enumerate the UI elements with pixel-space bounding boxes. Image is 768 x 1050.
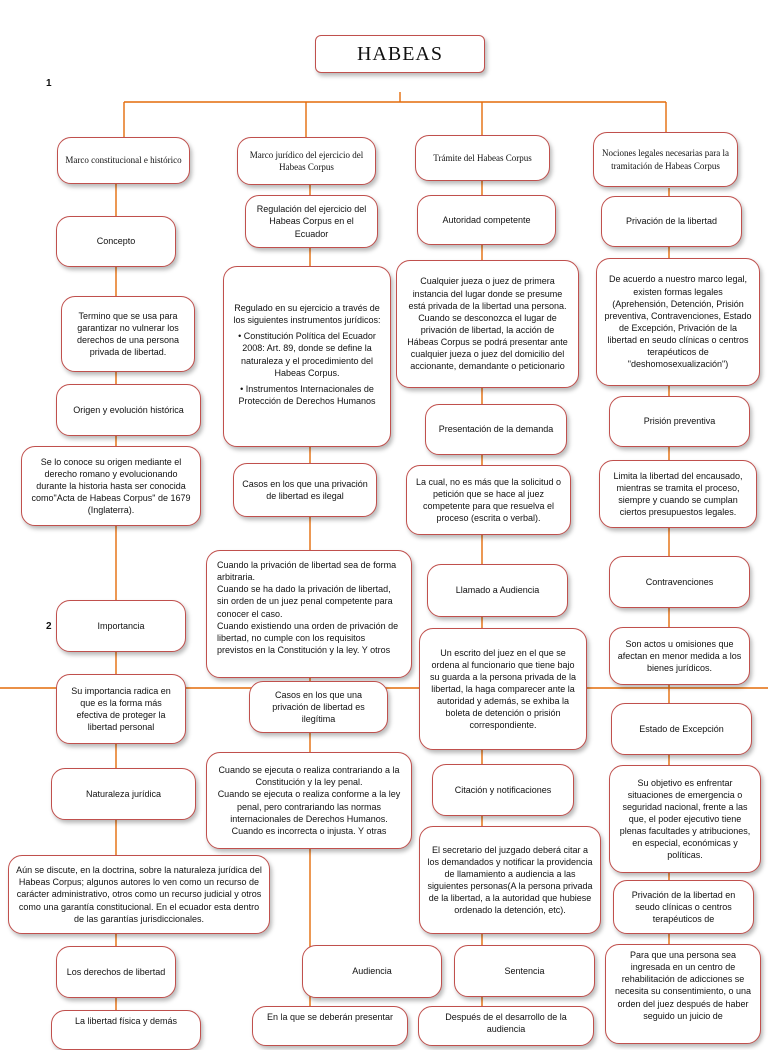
header-marco-juridico xyxy=(237,137,376,185)
node-label: Naturaleza jurídica xyxy=(85,788,162,799)
node-text: Un escrito del juez en el que se ordena al funcionario que tiene bajo su guarda a la persona privada de la libertad, la haga comparecer ante la autoridad y además, se exhiba la boleta de detención o prisión correspondiente. xyxy=(429,647,577,731)
regulado-item-instrumentos: • Instrumentos Internacionales de Protección de Derechos Humanos xyxy=(238,383,376,406)
node-concepto-def xyxy=(61,296,195,372)
node-seudo-def xyxy=(605,944,761,1044)
node-llamado-def xyxy=(419,628,587,750)
node-label: Estado de Excepción xyxy=(639,723,724,734)
node-label: Citación y notificaciones xyxy=(454,784,552,795)
node-text: Son actos u omisiones que afectan en menor medida a los bienes jurídicos. xyxy=(617,638,742,674)
page-title: HABEAS xyxy=(356,42,443,65)
node-text: Cualquier jueza o juez de primera instancia del lugar donde se presume está privada de la libertad una persona. Cuando se desconozca el lugar de privación de libertad, la acción de Hábeas Corpus se podrá presentar ante cualquier jueza o juez del domicilio del accionante, demandante o peticionario xyxy=(407,276,568,372)
header-label: Marco constitucional e histórico xyxy=(65,155,182,166)
node-presentacion xyxy=(425,404,567,455)
node-text: Para que una persona sea ingresada en un centro de rehabilitación de adicciones se necesita su consentimiento, o una orden del juez después de haber seguido un juicio de xyxy=(614,950,752,1021)
node-text: El secretario del juzgado deberá citar a los demandados y notificar la providencia de llamamiento a audiencia a las siguientes personas(A la persona privada de la libertad, a la autoridad que hubiese ordenado la detención, etc). xyxy=(427,844,593,916)
node-text: Su objetivo es enfrentar situaciones de emergencia o seguridad nacional, frente a las que, el poder ejecutivo tiene plenas facultades y atribuciones, en especial, económicas y políticas. xyxy=(619,777,751,861)
node-seudo xyxy=(613,880,754,934)
node-label: Regulación del ejercicio del Habeas Corpus en el Ecuador xyxy=(256,204,367,239)
node-label: Autoridad competente xyxy=(442,214,531,225)
node-text: Privación de la libertad en seudo clínicas o centros terapéuticos de xyxy=(631,889,736,925)
node-label: Sentencia xyxy=(504,965,545,976)
node-text: Termino que se usa para garantizar no vulnerar los derechos de una persona privada de libertad. xyxy=(76,310,180,358)
header-tramite xyxy=(415,135,550,181)
node-text: Cuando se ejecuta o realiza contrariando a la Constitución y la ley penal. Cuando se ejecuta o realiza conforme a la ley penal, pero contrariando las normas internacionales de Derechos Humanos. Cuando es incorrecta o injusta. Y otras xyxy=(217,765,401,836)
node-autoridad-def xyxy=(396,260,579,388)
node-text: En la que se deberán presentar xyxy=(266,1012,394,1022)
regulado-intro: Regulado en su ejercicio a través de los siguientes instrumentos jurídicos: xyxy=(233,302,381,326)
header-label: Nociones legales necesarias para la tramitación de Habeas Corpus xyxy=(602,148,729,171)
node-text: La libertad física y demás xyxy=(74,1016,178,1026)
node-citacion-def xyxy=(419,826,601,934)
node-importancia-def xyxy=(56,674,186,744)
node-presentar xyxy=(252,1006,408,1046)
node-privacion-def xyxy=(596,258,760,386)
node-naturaleza-def xyxy=(8,855,270,934)
node-prision xyxy=(609,396,750,447)
node-text: De acuerdo a nuestro marco legal, existen formas legales (Aprehensión, Detención, Prisión preventiva, Contravenciones, Estado de Excepción, Privación de la libertad en seudo clínicas o centros terapéuticos de "deshomosexualización") xyxy=(604,274,752,370)
node-label: Privación de la libertad xyxy=(625,216,718,227)
node-origen xyxy=(56,384,201,436)
node-excepcion-def xyxy=(609,765,761,873)
node-text: Su importancia radica en que es la forma más efectiva de proteger la libertad personal xyxy=(71,685,171,733)
node-label: Casos en los que una privación de libertad es ilegítima xyxy=(272,689,365,725)
node-label: Presentación de la demanda xyxy=(438,424,554,435)
node-label: Llamado a Audiencia xyxy=(455,585,540,596)
node-label: Prisión preventiva xyxy=(643,416,716,427)
node-libertad-fisica xyxy=(51,1010,201,1050)
node-regulado xyxy=(223,266,391,447)
node-llamado xyxy=(427,564,568,617)
node-label: Los derechos de libertad xyxy=(66,966,166,977)
node-excepcion xyxy=(611,703,752,755)
node-naturaleza xyxy=(51,768,196,820)
header-label: Trámite del Habeas Corpus xyxy=(433,152,532,163)
node-citacion xyxy=(432,764,574,816)
node-contravenciones-def xyxy=(609,627,750,685)
node-regulacion xyxy=(245,195,378,248)
node-text: Cuando la privación de libertad sea de forma arbitraria. Cuando se ha dado la privación de libertad, sin orden de un juez penal competente para conocer el caso. Cuando existiendo una orden de privación de libertad, no cumple con los requisitos previstos en la Constitución y la ley. Y otros xyxy=(217,560,399,655)
node-derechos-libertad xyxy=(56,946,176,998)
node-origen-def xyxy=(21,446,201,526)
node-prision-def xyxy=(599,460,757,528)
header-marco-constitucional xyxy=(57,137,190,184)
node-text: Aún se discute, en la doctrina, sobre la naturaleza jurídica del Habeas Corpus; algunos autores lo ven como un recurso de carácter administrativo, otros como un recurso judicial y otros como una garantía constitucional. En el ecuador esta dentro de las garantías jurisdiccionales. xyxy=(16,865,262,924)
node-label: Audiencia xyxy=(352,966,392,977)
node-concepto xyxy=(56,216,176,267)
header-nociones xyxy=(593,132,738,187)
node-contravenciones xyxy=(609,556,750,608)
node-casos-ilegitima-def xyxy=(206,752,412,849)
page-number-2: 2 xyxy=(46,621,52,632)
node-content xyxy=(231,302,383,411)
node-text: La cual, no es más que la solicitud o petición que se hace al juez competente para que resuelva el proceso (escrita o verbal). xyxy=(415,476,562,524)
node-text: Se lo conoce su origen mediante el derecho romano y evolucionando durante la historia hasta ser conocida como"Acta de Habeas Corpus" de 1679 (Inglaterra). xyxy=(31,456,191,516)
node-casos-ilegitima xyxy=(249,681,388,733)
header-label: Marco jurídico del ejercicio del Habeas Corpus xyxy=(249,149,364,172)
node-sentencia xyxy=(454,945,595,997)
node-presentacion-def xyxy=(406,465,571,535)
node-text: Limita la libertad del encausado, mientras se tramita el proceso, siempre y cuando se cumplan ciertos presupuestos legales. xyxy=(613,470,743,518)
node-autoridad xyxy=(417,195,556,245)
node-label: Concepto xyxy=(96,236,136,247)
node-importancia xyxy=(56,600,186,652)
regulado-item-constitucion: • Constitución Política del Ecuador 2008: Art. 89, donde se define la naturaleza y el procedimiento del Habeas Corpus. xyxy=(238,331,376,378)
node-label: Importancia xyxy=(97,620,145,631)
node-label: Contravenciones xyxy=(645,576,714,587)
node-privacion xyxy=(601,196,742,247)
node-casos-ilegal-def xyxy=(206,550,412,678)
node-casos-ilegal xyxy=(233,463,377,517)
title-box xyxy=(315,35,485,73)
node-label: Origen y evolución histórica xyxy=(73,404,184,415)
node-label: Casos en los que una privación de libertad es ilegal xyxy=(242,478,368,501)
node-text: Después de el desarrollo de la audiencia xyxy=(445,1012,567,1035)
page-number-1: 1 xyxy=(46,78,52,89)
node-audiencia xyxy=(302,945,442,998)
node-despues-audiencia xyxy=(418,1006,594,1046)
